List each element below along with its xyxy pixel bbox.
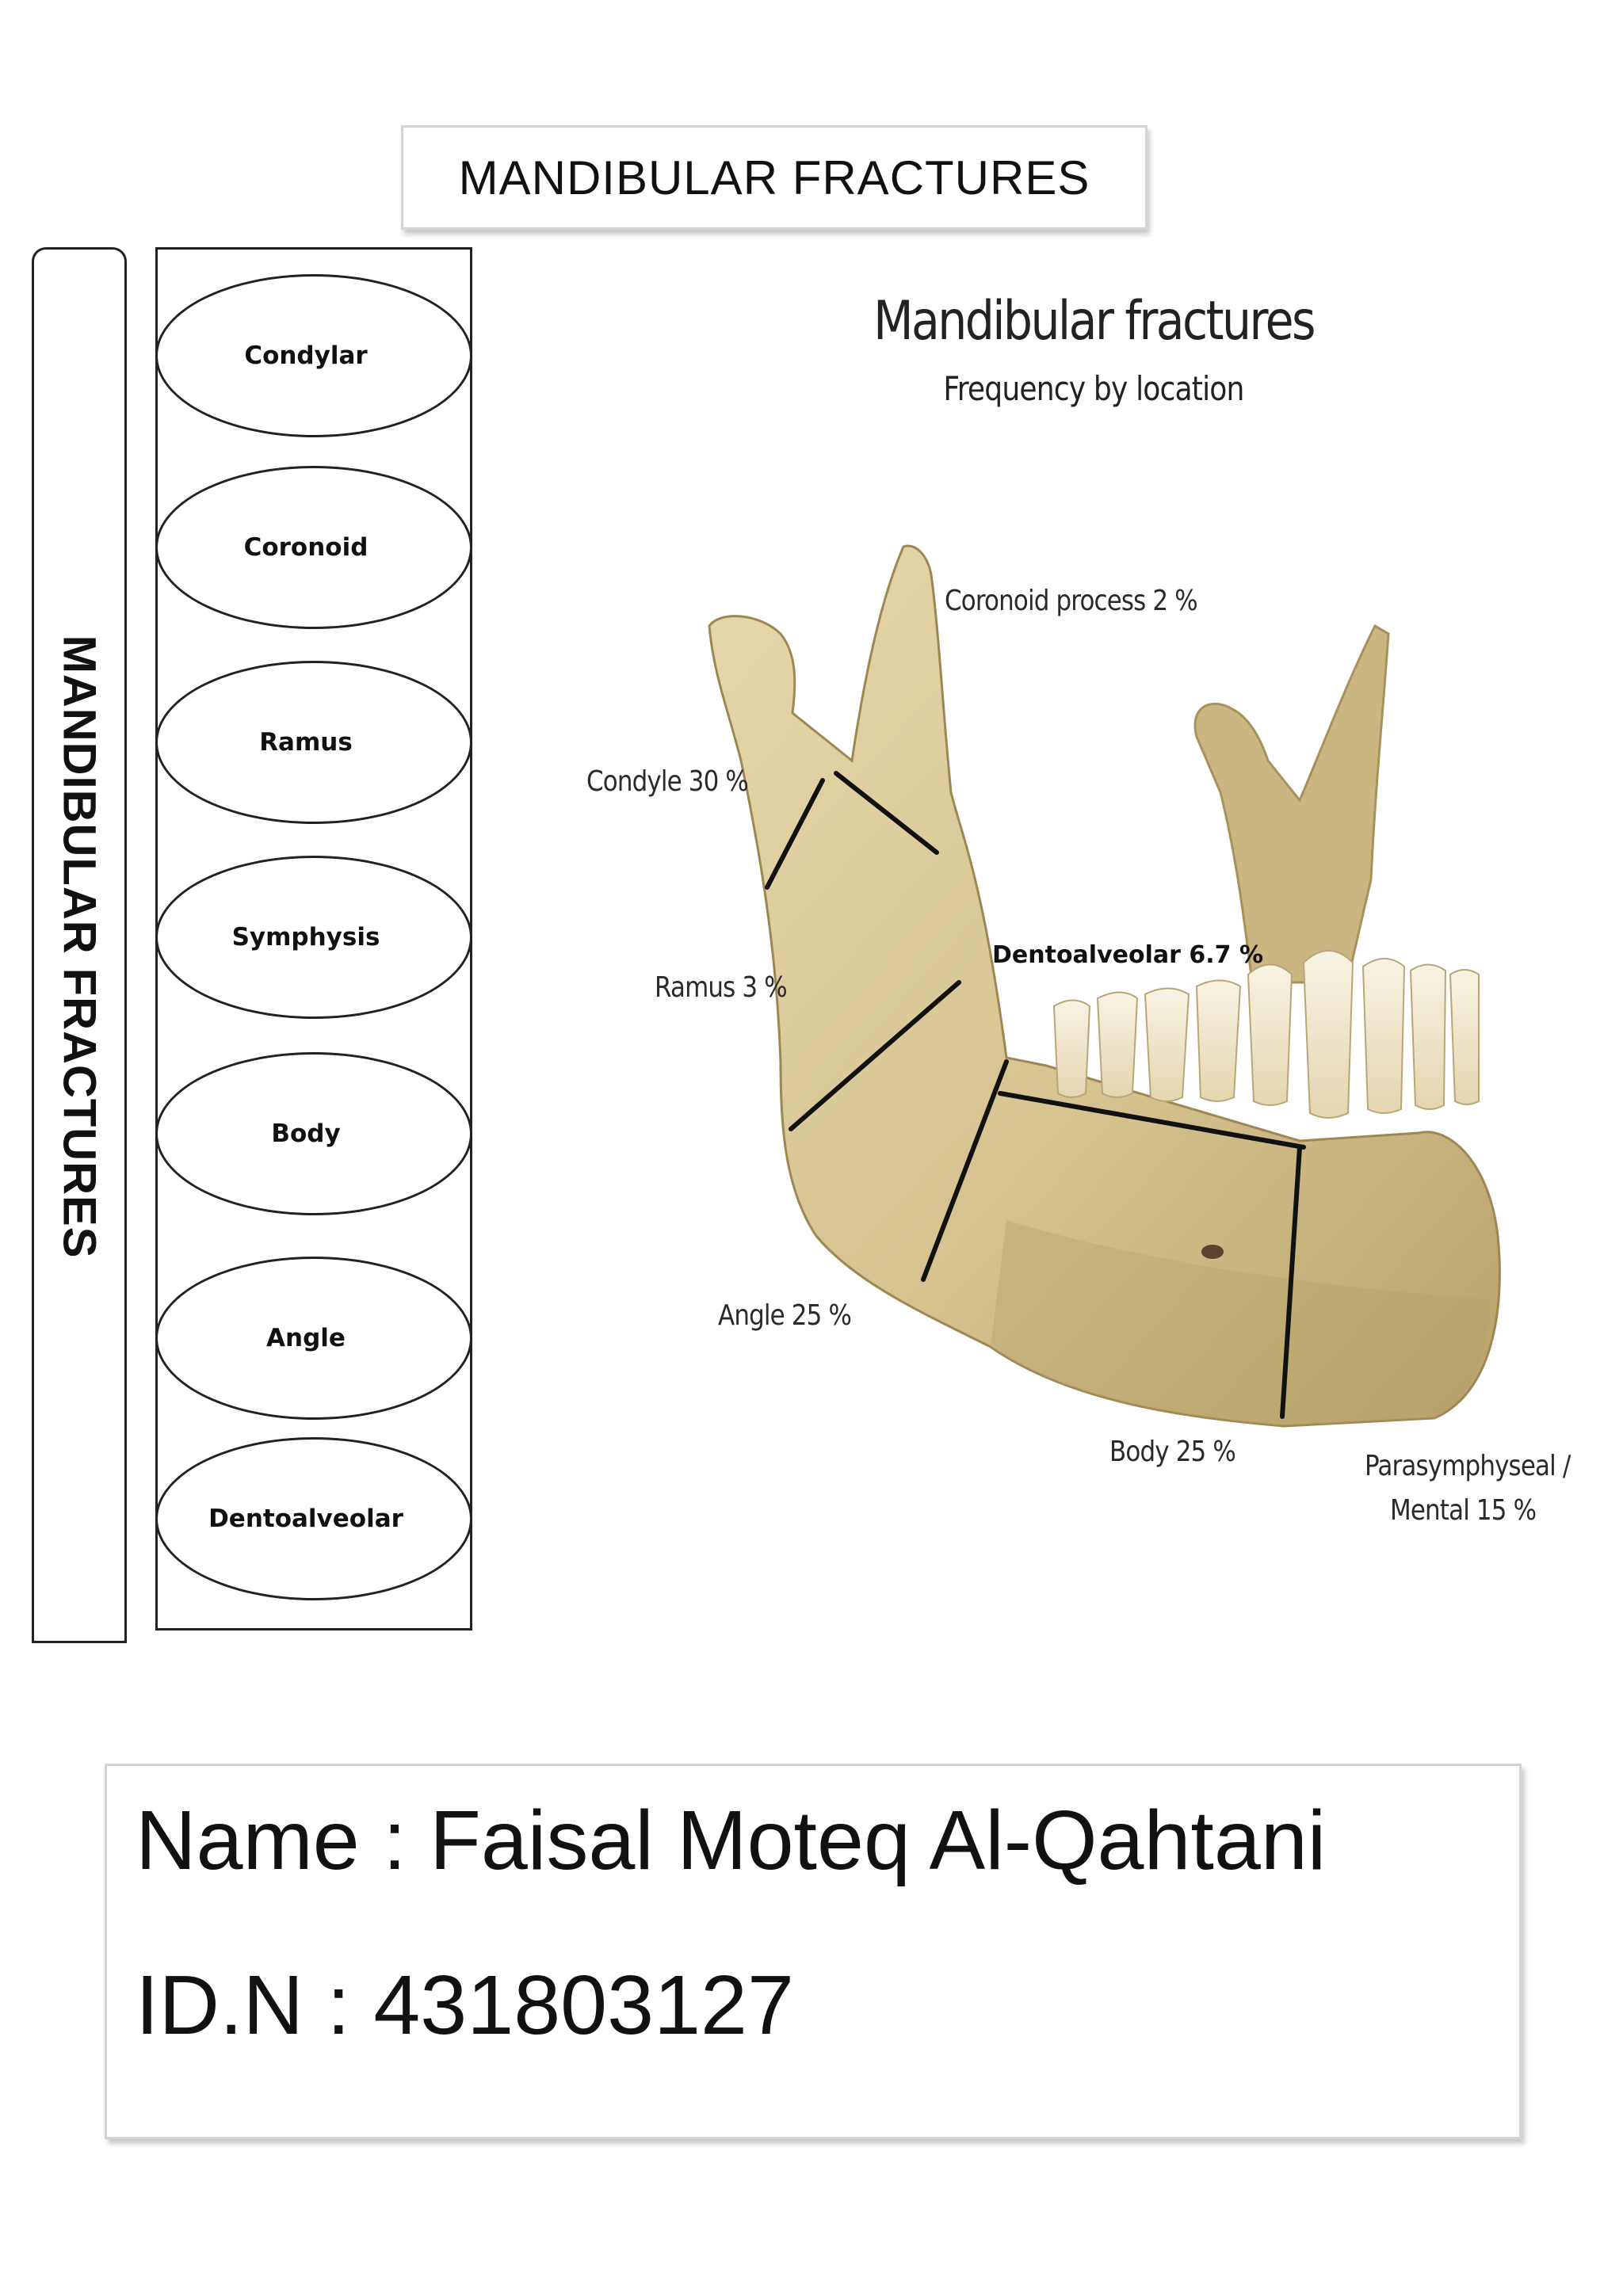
- fracture-type-label: Dentoalveolar: [208, 1505, 403, 1533]
- page-title-text: MANDIBULAR FRACTURES: [458, 151, 1090, 204]
- student-info-box: [105, 1764, 1522, 2139]
- side-label-text: MANDIBULAR FRACTURES: [53, 635, 105, 1259]
- fracture-type-oval: [155, 661, 472, 824]
- fracture-type-label: Condylar: [244, 341, 368, 370]
- fracture-type-label: Coronoid: [243, 533, 369, 562]
- student-id: ID.N : 431803127: [136, 1958, 794, 2052]
- fracture-type-oval: [155, 856, 472, 1019]
- label-coronoid: Coronoid process 2 %: [945, 585, 1197, 617]
- fracture-type-oval: [155, 1257, 472, 1420]
- label-body: Body 25 %: [1109, 1436, 1235, 1468]
- student-name: Name : Faisal Moteq Al-Qahtani: [136, 1794, 1327, 1887]
- label-condyle: Condyle 30 %: [586, 765, 748, 798]
- teeth: [1054, 951, 1479, 1118]
- fracture-type-oval: [155, 274, 472, 437]
- fracture-type-label: Symphysis: [231, 923, 380, 952]
- label-angle: Angle 25 %: [718, 1299, 852, 1332]
- page-title: [401, 125, 1148, 230]
- figure-heading: Mandibular fractures: [873, 290, 1314, 353]
- label-dentoalveolar: Dentoalveolar 6.7 %: [992, 941, 1264, 969]
- label-ramus: Ramus 3 %: [655, 971, 787, 1004]
- label-mental: Mental 15 %: [1390, 1494, 1537, 1527]
- fracture-type-label: Body: [271, 1119, 341, 1148]
- fracture-type-label: Ramus: [259, 728, 353, 757]
- figure-subheading: Frequency by location: [943, 369, 1244, 408]
- fracture-type-oval: [155, 466, 472, 629]
- fracture-type-oval: [155, 1437, 472, 1600]
- label-parasymphyseal: Parasymphyseal /: [1365, 1450, 1571, 1482]
- far-ramus: [1195, 626, 1388, 982]
- fracture-type-label: Angle: [266, 1324, 346, 1352]
- fracture-type-oval: [155, 1052, 472, 1215]
